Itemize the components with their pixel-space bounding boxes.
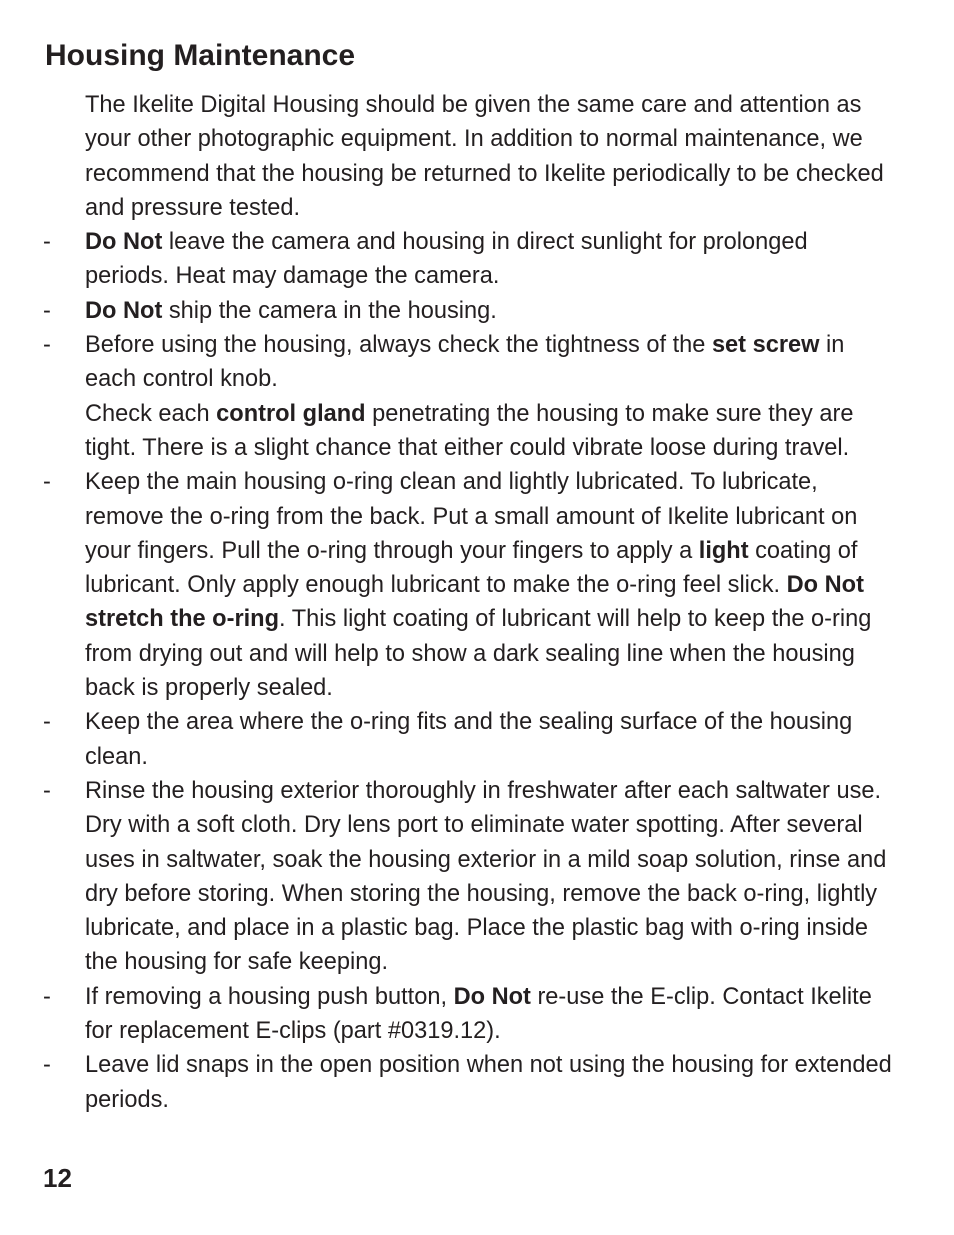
maintenance-content [0,88,954,1117]
item-text: penetrating the housing to make sure they are tight. There is a slight chance that either could vibrate loose during travel. [85,400,854,461]
bullet-dash: - [43,229,51,256]
bullet-dash: - [43,983,51,1010]
item-text: leave the camera and housing in direct sunlight for prolonged periods. Heat may damage the camera. [85,229,808,290]
intro-text: The Ikelite Digital Housing should be given the same care and attention as your other photographic equipment. In addition to normal maintenance, we recommend that the housing be returned to Ikelite periodically to be checked and pressure tested. [85,92,884,221]
item-text: in each control knob. [85,332,845,393]
list-item-rinse [0,774,895,980]
item-text: re-use the E-clip. Contact Ikelite for replacement E-clips (part #0319.12). [85,983,872,1045]
item-text: coating of lubricant. Only apply enough lubricant to make the o-ring feel slick. [85,537,858,599]
list-item-lid-snaps [0,1048,895,1117]
item-text: Keep the area where the o-ring fits and the sealing surface of the housing clean. [85,709,853,770]
bullet-dash: - [43,777,51,804]
list-item-oring [0,465,895,705]
bullet-dash: - [43,332,51,359]
item-text: . This light coating of lubricant will help to keep the o-ring from drying out and will help to show a dark sealing line when the housing back is properly sealed. [85,606,872,702]
item-text: Before using the housing, always check the tightness of the [85,332,712,359]
list-item-ship [0,294,895,328]
bullet-dash: - [43,469,51,496]
item-text: Rinse the housing exterior thoroughly in freshwater after each saltwater use. Dry with a soft cloth. Dry lens port to eliminate water spotting. After several uses in saltwater, soak the housing exterior in a mild soap solution, rinse and dry before storing. When storing the housing, remove the back o-ring, lightly lubricate, and place in a plastic bag. Place the plastic bag with o-ring inside the housing for safe keeping. [85,777,887,976]
emphasis-light: light [698,537,749,564]
bullet-dash: - [43,1052,51,1079]
list-item-push-button [0,980,895,1049]
item-text: ship the camera in the housing. [162,297,497,324]
list-item-control-gland [0,397,895,466]
item-text: Keep the main housing o-ring clean and lightly lubricated. To lubricate, remove the o-ring from the back. Put a small amount of Ikelite lubricant on your fingers. Pull the o-ring through your fingers to apply a [85,469,858,564]
item-text: Leave lid snaps in the open position when not using the housing for extended periods. [85,1052,892,1113]
page-title: Housing Maintenance [45,39,356,72]
page-number: 12 [43,1163,72,1193]
intro-paragraph [0,88,895,225]
item-text: If removing a housing push button, [85,983,454,1010]
emphasis-do-not-stretch: Do Not stretch the o-ring [85,572,864,633]
emphasis-do-not: Do Not [85,229,163,256]
bullet-dash: - [43,297,51,324]
list-item-set-screw [0,328,895,397]
emphasis-do-not: Do Not [453,983,531,1010]
list-item-sunlight [0,225,895,294]
list-item-sealing-area [0,705,895,774]
emphasis-set-screw: set screw [711,332,820,359]
bullet-dash: - [43,709,51,736]
emphasis-do-not: Do Not [85,297,163,324]
emphasis-control-gland: control gland [216,400,366,427]
item-text: Check each [85,400,217,427]
